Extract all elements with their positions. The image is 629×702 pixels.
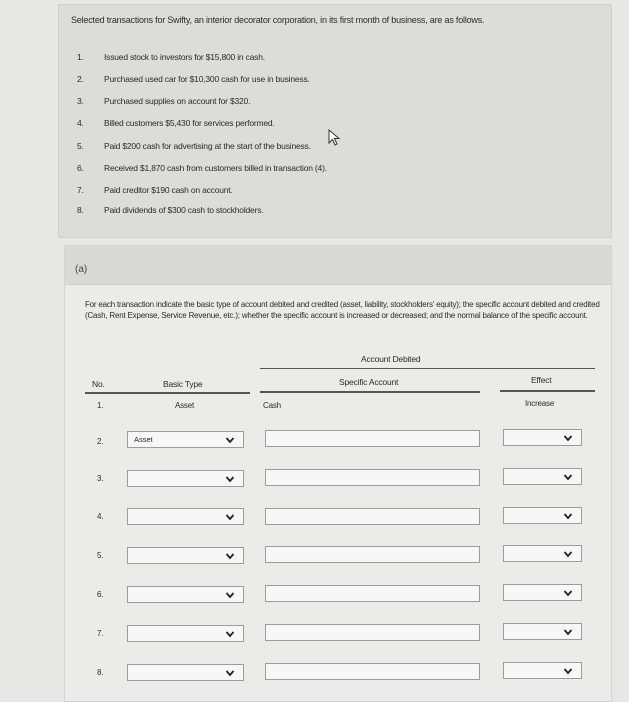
transaction-text: Purchased used car for $10,300 cash for use in business. — [104, 74, 310, 84]
effect-select[interactable] — [503, 468, 582, 485]
transaction-list — [59, 5, 611, 237]
example-basic-type: Asset — [175, 401, 195, 410]
transaction-text: Purchased supplies on account for $320. — [104, 96, 251, 106]
column-rule-specific — [260, 391, 480, 393]
transaction-text: Received $1,870 cash from customers billed in transaction (4). — [104, 163, 327, 173]
specific-account-input[interactable] — [265, 508, 480, 525]
chevron-down-icon — [225, 551, 235, 561]
chevron-down-icon — [563, 666, 573, 676]
chevron-down-icon — [225, 474, 235, 484]
example-effect: Increase — [525, 399, 555, 408]
transaction-number: 8. — [77, 205, 84, 215]
no-column-header: No. — [92, 379, 105, 389]
specific-account-input[interactable] — [265, 585, 480, 602]
chevron-down-icon — [563, 433, 573, 443]
intro-text: Selected transactions for Swifty, an interior decorator corporation, in its first month of business, are as follows. — [71, 15, 485, 25]
basic-type-column-header: Basic Type — [163, 379, 203, 389]
basic-type-select[interactable] — [127, 547, 244, 564]
basic-type-select[interactable] — [127, 625, 244, 642]
transaction-number: 5. — [77, 141, 84, 151]
row-number: 7. — [97, 629, 104, 638]
effect-select[interactable] — [503, 662, 582, 679]
basic-type-select[interactable] — [127, 431, 244, 448]
effect-select[interactable] — [503, 545, 582, 562]
effect-select[interactable] — [503, 429, 582, 446]
transaction-text: Paid creditor $190 cash on account. — [104, 185, 233, 195]
row-number: 8. — [97, 668, 104, 677]
row-number: 4. — [97, 512, 104, 521]
chevron-down-icon — [225, 668, 235, 678]
basic-type-select[interactable] — [127, 586, 244, 603]
chevron-down-icon — [563, 549, 573, 559]
example-specific-account: Cash — [263, 401, 281, 410]
transaction-text: Paid $200 cash for advertising at the start of the business. — [104, 141, 311, 151]
basic-type-select[interactable] — [127, 664, 244, 681]
specific-account-input[interactable] — [265, 546, 480, 563]
basic-type-select[interactable] — [127, 470, 244, 487]
transaction-number: 2. — [77, 74, 84, 84]
mouse-cursor-icon — [327, 129, 343, 147]
column-rule-no — [85, 392, 125, 394]
chevron-down-icon — [563, 472, 573, 482]
effect-column-header: Effect — [531, 375, 552, 385]
row-number: 6. — [97, 590, 104, 599]
specific-account-input[interactable] — [265, 624, 480, 641]
part-label: (a) — [75, 264, 88, 275]
row-number: 3. — [97, 474, 104, 483]
effect-select[interactable] — [503, 623, 582, 640]
transaction-number: 4. — [77, 118, 84, 128]
transaction-text: Billed customers $5,430 for services performed. — [104, 118, 275, 128]
specific-account-column-header: Specific Account — [339, 377, 399, 387]
part-a-panel — [64, 245, 612, 702]
specific-account-input[interactable] — [265, 430, 480, 447]
chevron-down-icon — [225, 435, 235, 445]
column-rule-basic — [125, 392, 250, 394]
example-row-number: 1. — [97, 401, 104, 410]
column-rule-effect — [500, 390, 595, 392]
effect-select[interactable] — [503, 584, 582, 601]
specific-account-input[interactable] — [265, 469, 480, 486]
transaction-number: 1. — [77, 52, 84, 62]
chevron-down-icon — [563, 627, 573, 637]
transaction-text: Issued stock to investors for $15,800 in cash. — [104, 52, 265, 62]
chevron-down-icon — [225, 512, 235, 522]
chevron-down-icon — [225, 629, 235, 639]
instructions-text: For each transaction indicate the basic type of account debited and credited (asset, liability, stockholders' equity); the specific account debited and credited (Cash, Rent Expense, Service Revenue, etc.); whether the specific account is increased or decreased; and the normal balance of the specific account. — [85, 300, 600, 320]
header-divider — [260, 368, 595, 369]
transaction-number: 3. — [77, 96, 84, 106]
transaction-text: Paid dividends of $300 cash to stockholders. — [104, 205, 264, 215]
specific-account-input[interactable] — [265, 663, 480, 680]
transactions-panel — [58, 4, 612, 238]
row-number: 2. — [97, 437, 104, 446]
account-debited-header: Account Debited — [361, 354, 421, 364]
transaction-number: 7. — [77, 185, 84, 195]
chevron-down-icon — [563, 588, 573, 598]
transaction-number: 6. — [77, 163, 84, 173]
effect-select[interactable] — [503, 507, 582, 524]
chevron-down-icon — [563, 511, 573, 521]
chevron-down-icon — [225, 590, 235, 600]
basic-type-value: Asset — [134, 435, 153, 444]
basic-type-select[interactable] — [127, 508, 244, 525]
part-header-band — [65, 246, 611, 285]
row-number: 5. — [97, 551, 104, 560]
